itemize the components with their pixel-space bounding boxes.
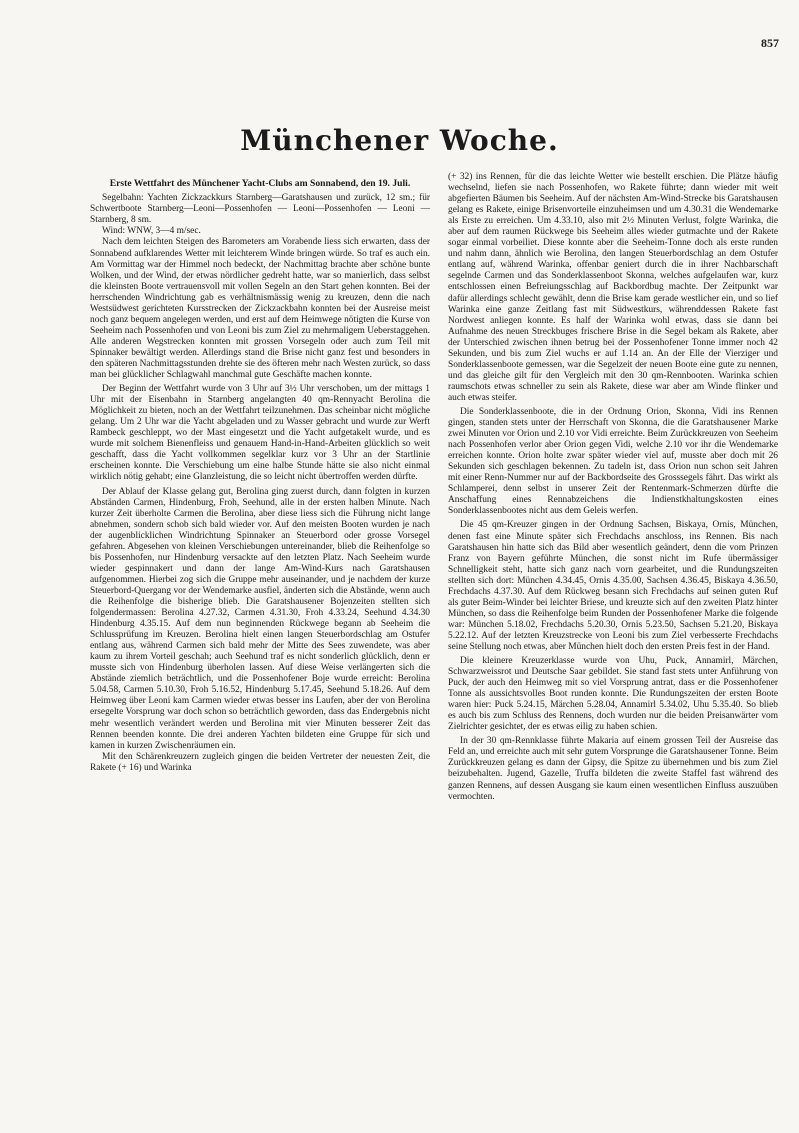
left-column (90, 178, 430, 774)
paragraph-weather: Nach dem leichten Steigen des Barometers am Vorabende liess sich erwarten, dass der Sonnabend aufklarendes Wetter mit leichterem Winde bringen würde. So traf es auch ein. Am Vormittag war der Himmel noch bedeckt, der Nachmittag brachte aber schöne bunte Wolken, und der Wind, der etwas nördlicher gedreht hatte, war so manierlich, dass selbst die kleinsten Boote vertrauensvoll mit vollen Segeln an den Start gehen konnten. Bei der herrschenden Windrichtung gab es verhältnismässig wenig zu kreuzen, denn die nach Westsüdwest gerichteten Kursstrecken der Zickzackbahn konnten bei der Ausreise meist noch ganz bequem angelegen werden, und erst auf dem Heimwege nötigten die Kurse von Seeheim nach Possenhofen und von Leoni bis zum Ziel zu mehrmaligem Ueberstaggehen. Alle anderen Wegstrecken konnten mit grossen Vorsegeln oder auch zum Teil mit Spinnaker bewältigt werden. Allerdings stand die Brise nicht ganz fest und besonders in den späteren Nachmittagsstunden drehte sie des öfteren mehr nach Westen zurück, so dass man bei glücklicher Schlagwahl manchmal gute Geschäfte machen konnte. (90, 237, 430, 381)
page-title: Münchener Woche. (240, 124, 559, 157)
paragraph-small-cruisers: Die kleinere Kreuzerklasse wurde von Uhu, Puck, Annamirl, Märchen, Schwarzweissrot und Deutsche Saar gebildet. Sie stand fast stets unter Anführung von Puck, der auch den Heimweg mit so viel Vorsprung antrat, dass er die Possenhofener Tonne als aussichtsvolles Boot runden konnte. Die Rundungszeiten der ersten Boote waren hier: Puck 5.24.15, Märchen 5.28.04, Annamirl 5.34.02, Uhu 5.35.40. So blieb es auch bis zum Schluss des Rennens, doch wurden nur die beiden Preisanwärter vom Zielrichter gesichtet, der es etwas eilig zu haben schien. (448, 656, 778, 733)
paragraph-30qm: In der 30 qm-Rennklasse führte Makaria auf einem grossen Teil der Ausreise das Feld an, und erreichte auch mit sehr gutem Vorsprunge die Garatshausener Tonne. Beim Zurückkreuzen gelang es dann der Gipsy, die Spitze zu übernehmen und bis zum Ziel beizubehalten. Jugend, Gazelle, Truffa bildeten die zweite Staffel fast während des ganzen Rennens, auf dessen Ausgang sie kaum einen wesentlichen Einfluss auszuüben vermochten. (448, 736, 778, 802)
paragraph-45qm: Die 45 qm-Kreuzer gingen in der Ordnung Sachsen, Biskaya, Ornis, München, denen fast eine Minute später sich Frechdachs anschloss, ins Rennen. Bis nach Garatshausen hin hatte sich das Bild aber wesentlich geändert, denn die vom Prinzen Franz von Bayern geführte München, die sonst nicht im Rufe übermässiger Schnelligkeit steht, hatte sich ganz nach vorn gearbeitet, und die Rundungszeiten stellten sich dort: München 4.34.45, Ornis 4.35.00, Sachsen 4.36.45, Biskaya 4.36.50, Frechdachs 4.37.30. Auf dem Rückweg besann sich Frechdachs auf seinen guten Ruf als guter Beim-Winder bei leichter Briese, und kreuzte sich auf den zweiten Platz hinter München, so dass die Reihenfolge beim Runden der Possenhofener Marke die folgende war: München 5.18.02, Frechdachs 5.20.30, Ornis 5.23.50, Sachsen 5.21.20, Biskaya 5.22.12. Auf der letzten Kreuzstrecke von Leoni bis zum Ziel verbesserte Frechdachs seine Stellung noch etwas, aber München hielt doch den ersten Preis fest in der Hand. (448, 520, 778, 652)
paragraph-wind: Wind: WNW, 3—4 m/sec. (102, 226, 201, 237)
page-number: 857 (761, 36, 779, 50)
paragraph-course: Segelbahn: Yachten Zickzackkurs Starnberg—Garatshausen und zurück, 12 sm.; für Schwertboote Starnberg—Leoni—Possenhofen — Leoni—Possenhofen — Leoni — Starnberg, 8 sm. (90, 193, 430, 226)
paragraph-new-boats-intro: Mit den Schärenkreuzern zugleich gingen die beiden Vertreter der neuesten Zeit, die Rakete (+ 16) und Warinka (90, 751, 430, 773)
paragraph-rakete-warinka: (+ 32) ins Rennen, für die das leichte Wetter wie bestellt erschien. Die Plätze häufig wechselnd, liefen sie nach Possenhofen, wo Rakete führte; dann wieder mit weit abgefierten Bäumen bis Seeheim. Auf der nächsten Am-Wind-Strecke bis Garatshausen gelang es Rakete, einige Brisenvorteile einzuheimsen und um 4.30.31 die Wendemarke als Erste zu erreichen. Um 4.33.10, also mit 2½ Minuten Verlust, folgte Warinka, die aber auf dem raumen Rückwege bis Seeheim alles wieder gutmachte und der Rakete sogar einmal vorbeiliet. Diese konnte aber die Seeheim-Tonne doch als erste runden und nahm dann, ähnlich wie Berolina, den langen Steuerbordschlag an dem Ostufer entlang auf, während Warinka, offenbar geniert durch die in ihrer Nachbarschaft segelnde Carmen und das Sonderklassenboot Skonna, welches aufgelaufen war, kurz entschlossen einen Befreiungsschlag auf Backbordbug machte. Der Zeitpunkt war dafür allerdings schlecht gewählt, denn die Brise kam gerade westlicher ein, und so lief Warinka eine ganze Zeitlang fast mit Südwestkurs, währenddessen Rakete fast Nordwest anliegen konnte. Es half der Warinka wohl etwas, dass sie dann bei Aufnahme des neuen Streckbuges frischere Brise in die Segel bekam als Rakete, aber der Unterschied zwischen ihnen betrug bei der Possenhofener Tonne immer noch 42 Sekunden, und bis zum Ziel wuchs er auf 1.14 an. An der Elle der Vierziger und Sonderklassenboote gemessen, war die Segelzeit der neuen Boote eine gute zu nennen, und das gleiche gilt für den Vergleich mit den 30 qm-Rennbooten. Warinka schien raumschots etwas schneller zu sein als Rakete, diese war aber am Winde flinker und auch etwas steifer. (448, 172, 778, 403)
paragraph-sonderklasse: Die Sonderklassenboote, die in der Ordnung Orion, Skonna, Vidi ins Rennen gingen, standen stets unter der Herrschaft von Skonna, die die Garatshausener Marke zwei Minuten vor Orion und 2.10 vor Vidi erreichte. Beim Zurückkreuzen von Seeheim nach Possenhofen verlor aber Orion gegen Vidi, welche 2.10 vor ihr die Wendemarke erreichen konnte. Orion holte zwar später wieder viel auf, musste aber doch mit 26 Sekunden sich geschlagen bekennen. Zu tadeln ist, dass Orion nun schon seit Jahren mit einer Renn-Nummer nur auf der Backbordseite des Grosssegels fährt. Das wirkt als Schlamperei, denn selbst in unserer Zeit der Rentenmark-Schmerzen dürfte die Anschaffung eines Rennabzeichens die Indienstkhaltungskosten eines Sonderklassenbootes nicht aus dem Geleis werfen. (448, 406, 778, 517)
right-column (448, 172, 778, 803)
paragraph-start-delay: Der Beginn der Wettfahrt wurde von 3 Uhr auf 3½ Uhr verschoben, um der mittags 1 Uhr mit der Eisenbahn in Starnberg angelangten 40 qm-Rennyacht Berolina die Möglichkeit zu bieten, noch an der Wettfahrt teilzunehmen. Das scheinbar nicht mögliche gelang. Um 2 Uhr war die Yacht abgeladen und zu Wasser gebracht und wurde zur Werft Rambeck geschleppt, wo der Mast eingesetzt und die Yacht aufgetakelt wurde, und es wurde mit solchem Bienenfleiss und genauem Hand-in-Hand-Arbeiten glücklich so weit geschafft, dass die Yacht vollkommen segelklar kurz vor 3 Uhr an der Startlinie erscheinen konnte. Die Verschiebung um eine halbe Stunde hätte sie also nicht einmal wirklich nötig gehabt; eine Glanzleistung, die so leicht nicht übertroffen werden dürfte. (90, 384, 430, 483)
article-heading: Erste Wettfahrt des Münchener Yacht-Clubs am Sonnabend, den 19. Juli. (109, 178, 411, 189)
paragraph-class-race: Der Ablauf der Klasse gelang gut, Berolina ging zuerst durch, dann folgten in kurzen Abständen Carmen, Hindenburg, Froh, Seehund, alle in der ersten halben Minute. Nach kurzer Zeit überholte Carmen die Berolina, aber diese liess sich die Führung nicht lange abnehmen, sondern schob sich bald wieder vor. Auf den meisten Booten wurden je nach der augenblicklichen Windrichtung Spinnaker an Steuerbord oder grosse Vorsegel gefahren. Abgesehen von kleinen Verschiebungen untereinander, blieb die Reihenfolge so bis Possenhofen, nur Hindenburg versackte auf den letzten Platz. Nach Seeheim wurde wieder gespinnakert und dann der lange Am-Wind-Kurs nach Garatshausen aufgenommen. Hierbei zog sich die Gruppe mehr auseinander, und je nachdem der kurze Steuerbord-Quergang vor der Wendemarke ausfiel, änderten sich die Abstände, wenn auch die Reihenfolge die bisherige blieb. Die Garatshausener Bojenzeiten stellten sich folgendermassen: Berolina 4.27.32, Carmen 4.31.30, Froh 4.33.24, Seehund 4.34.30 Hindenburg 4.35.15. Auf dem nun beginnenden Rückwege begann ab Seeheim die Schlussprüfung im Kreuzen. Berolina hielt einen langen Steuerbordschlag am Ostufer entlang aus, während Carmen sich bald mehr der Mitte des Sees zuwendete, was aber kaum zu ihrem Vorteil geschah; auch Seehund traf es nicht sonderlich glücklich, denn er musste sich von Hindenburg überholen lassen. Auf diese Weise verlängerten sich die Abstände ziemlich beträchtlich, und die Possenhofener Boje wurde erreicht: Berolina 5.04.58, Carmen 5.10.30, Froh 5.16.52, Hindenburg 5.17.45, Seehund 5.18.26. Auf dem Heimweg über Leoni kam Carmen wieder etwas besser ins Laufen, aber der von Berolina ersegelte Vorsprung war doch schon so beträchtlich geworden, dass das Endergebnis nicht mehr wesentlich verändert werden und Berolina mit vier Minuten besserer Zeit das Rennen beenden konnte. Die drei anderen Yachten bildeten eine Gruppe für sich und kamen in kurzen Zwischenräumen ein. (90, 486, 430, 751)
